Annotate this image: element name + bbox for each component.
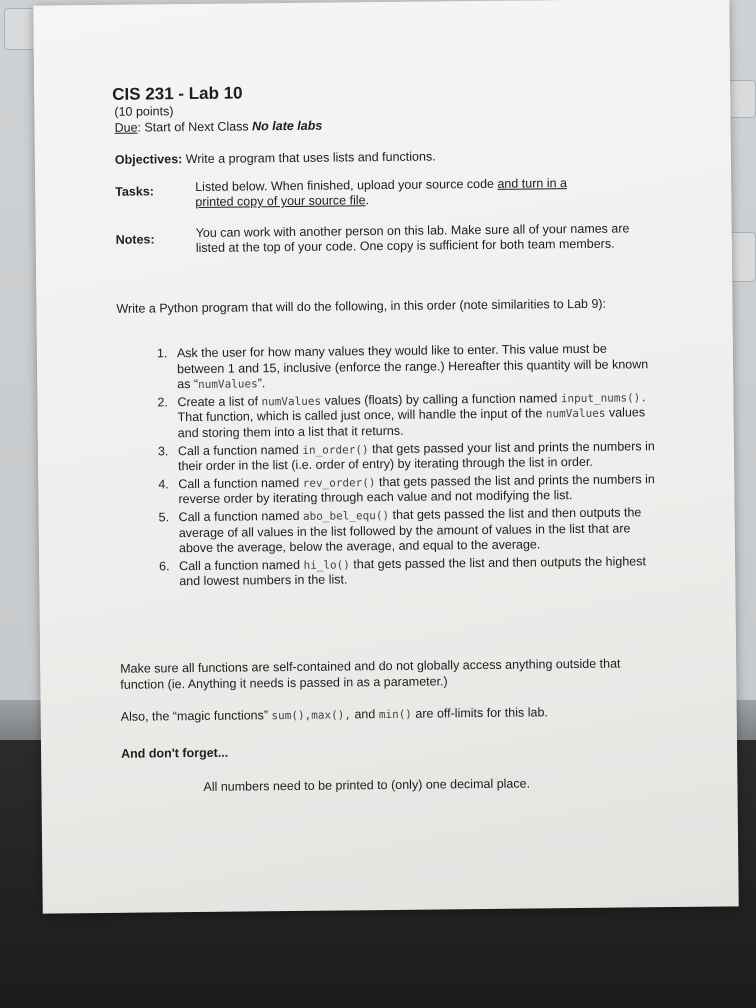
tasks-underline-a: and turn in a [497, 176, 568, 191]
intro-paragraph: Write a Python program that will do the following, in this order (note similarities to Lab 9): [116, 296, 607, 316]
dont-forget-heading: And don't forget... [121, 745, 229, 761]
lab-handout-page [33, 0, 738, 914]
step-item: 2. Create a list of numValues values (floats) by calling a function named input_nums(). That function, which is called just once, will handle the input of the numValues values and storing them into a list that it returns. [157, 390, 647, 441]
step-item: 3. Call a function named in_order() that gets passed your list and prints the numbers in their order in the list (i.e. order of entry) by iterating through the list in order. [157, 438, 655, 474]
magic-functions-paragraph: Also, the “magic functions” sum(),max(), and min() are off-limits for this lab. [120, 705, 548, 724]
self-contained-paragraph: Make sure all functions are self-contained and do not globally access anything outside that function (ie. Anything it needs is passed in as a parameter.) [120, 656, 621, 692]
due-label: Due [114, 120, 138, 135]
points-line: (10 points) [114, 104, 174, 119]
step-item: 1. Ask the user for how many values they would like to enter. This value must be between 1 and 15, inclusive (enforce the range.) Hereafter this quantity will be known as “numValues”. [156, 341, 649, 392]
due-line [114, 119, 322, 136]
step-item: 6. Call a function named hi_lo() that gets passed the list and then outputs the highest and lowest numbers in the list. [159, 554, 646, 589]
document-title: CIS 231 - Lab 10 [112, 83, 243, 104]
tasks-text: Listed below. When finished, upload your source code and turn in a printed copy of your source file. [195, 176, 568, 209]
notes-text: You can work with another person on this lab. Make sure all of your names are listed at the top of your code. One copy is sufficient for both team members. [195, 221, 630, 255]
step-item: 5. Call a function named abo_bel_equ() that gets passed the list and then outputs the average of all values in the list followed by the amount of values in the list that are above the average, below the average, and equal to the average. [158, 505, 642, 556]
key-shape [4, 8, 36, 50]
steps-list [156, 341, 660, 590]
notes-label: Notes: [115, 232, 155, 247]
step-item: 4. Call a function named rev_order() that gets passed the list and prints the numbers in reverse order by iterating through each value and not modifying the list. [158, 471, 655, 507]
objectives-text: Write a program that uses lists and functions. [185, 149, 436, 167]
objectives-label: Objectives: Write a program that uses lists and functions. [114, 149, 436, 167]
tasks-underline-b: printed copy of your source file [195, 193, 366, 209]
tasks-label: Tasks: [115, 184, 154, 199]
due-text: : Start of Next Class [137, 119, 253, 135]
decimal-place-note: All numbers need to be printed to (only) one decimal place. [203, 776, 531, 794]
due-note: No late labs [252, 118, 323, 134]
